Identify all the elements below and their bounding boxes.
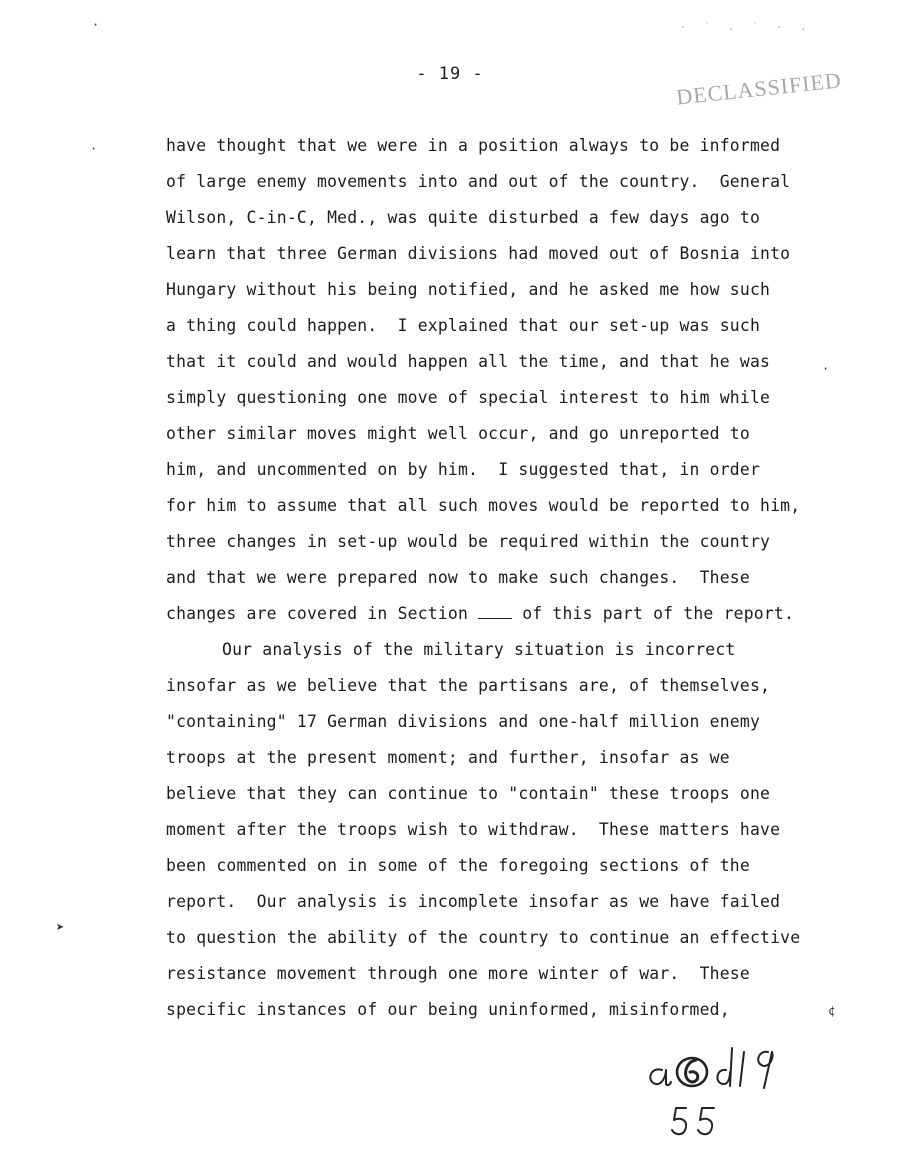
text-line: troops at the present moment; and further, insofar as we: [166, 748, 730, 767]
margin-arrow-mark: ➤: [56, 920, 65, 936]
margin-dot: ·: [822, 362, 830, 376]
margin-dot: ¢: [828, 1004, 836, 1018]
text-line: [166, 604, 794, 623]
text-line: believe that they can continue to "contain" these troops one: [166, 784, 771, 803]
text-line: to question the ability of the country to continue an effective: [166, 928, 801, 947]
text-line: moment after the troops wish to withdraw. These matters have: [166, 820, 781, 839]
margin-dot: ·: [92, 18, 100, 32]
text-line: learn that three German divisions had moved out of Bosnia into: [166, 244, 791, 263]
text-line: and that we were prepared now to make such changes. These: [166, 568, 750, 587]
text-line: specific instances of our being uninformed, misinformed,: [166, 1000, 730, 1019]
text-line: insofar as we believe that the partisans are, of themselves,: [166, 676, 771, 695]
text-line: for him to assume that all such moves would be reported to him,: [166, 496, 801, 515]
text-line: other similar moves might well occur, and go unreported to: [166, 424, 750, 443]
text-line: "containing" 17 German divisions and one-half million enemy: [166, 712, 761, 731]
text-line-part: of this part of the report.: [522, 604, 795, 623]
text-line: of large enemy movements into and out of the country. General: [166, 172, 791, 191]
text-line: report. Our analysis is incomplete insofar as we have failed: [166, 892, 781, 911]
text-line-part: changes are covered in Section: [166, 604, 469, 623]
text-line: simply questioning one move of special interest to him while: [166, 388, 771, 407]
text-line: been commented on in some of the foregoing sections of the: [166, 856, 750, 875]
handwritten-annotation: [640, 1030, 810, 1150]
text-line: have thought that we were in a position always to be informed: [166, 136, 781, 155]
declassified-stamp: DECLASSIFIED: [675, 67, 843, 110]
text-line: Wilson, C-in-C, Med., was quite disturbed a few days ago to: [166, 208, 761, 227]
page-number: - 19 -: [416, 64, 484, 84]
text-line: a thing could happen. I explained that our set-up was such: [166, 316, 761, 335]
text-line: resistance movement through one more winter of war. These: [166, 964, 750, 983]
stamp-residue: · ˙ . ˙ · .: [680, 22, 813, 33]
text-line: that it could and would happen all the time, and that he was: [166, 352, 771, 371]
text-line: three changes in set-up would be required within the country: [166, 532, 771, 551]
section-blank: [478, 606, 512, 619]
text-line: him, and uncommented on by him. I suggested that, in order: [166, 460, 761, 479]
paragraph-first-line: Our analysis of the military situation is incorrect: [222, 640, 736, 659]
margin-dot: ·: [90, 142, 98, 156]
text-line: Hungary without his being notified, and he asked me how such: [166, 280, 771, 299]
